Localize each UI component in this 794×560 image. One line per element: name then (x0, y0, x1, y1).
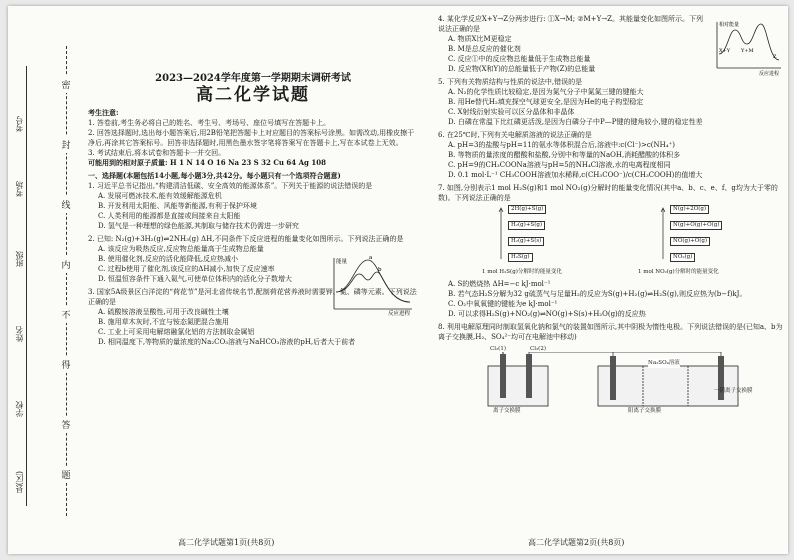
option-b: B. 若气态H₂S分解为32 g硫蒸气与足量H₂的反应为S(g)+H₂(g)⇌H₂S(g),则反应热为(b−f)kJ。 (448, 290, 747, 298)
option-a: A. 物质X比M更稳定 (448, 35, 512, 43)
seal-char: 线 (60, 196, 72, 213)
electrode (500, 354, 506, 398)
species-label: Z (773, 54, 777, 60)
apparatus-label: 离子交换膜 (493, 408, 521, 414)
energy-level: NO(g)+O(g) (670, 237, 710, 246)
field-rule (26, 66, 27, 506)
energy-level: N(g)+2O(g) (670, 205, 709, 214)
page-1 (88, 14, 418, 347)
question-4 (438, 14, 783, 74)
notice-item: 2. 回答选择题时,选出每小题答案后,用2B铅笔把答题卡上对应题目的答案标号涂黑。如需改动,用橡皮擦干净后,再涂其它答案标号。回答非选择题时,用黑色墨水签字笔将答案写在答题卡上,写在本试卷上无效。 (88, 129, 415, 147)
diagram-caption: 1 mol NO₂(g)分解时的能量变化 (638, 269, 719, 275)
question-stem: 3. 国家5A级景区白洋淀的“荷花节”是河北省传统名节,配制荷花营养液时需要钾、氮、磷等元素。下列说法正确的是 (88, 288, 417, 306)
wire (503, 352, 613, 356)
field-class: 班级 (15, 251, 24, 267)
seal-char: 得 (60, 356, 72, 373)
option-b: B. M是总反应的催化剂 (448, 45, 521, 53)
curve-b (336, 272, 410, 302)
field-exam-room: 考场 (15, 181, 24, 197)
section-heading: 一、选择题(本题包括14小题,每小题3分,共42分。每小题只有一个选项符合题意) (88, 171, 341, 180)
field-exam-number: 考号 (15, 116, 24, 132)
option-d: D. 恒温恒容条件下通入氦气,可使单位体积内的活化分子数增大 (98, 275, 293, 283)
energy-level: NO₂(g) (670, 253, 695, 262)
energy-curve (719, 24, 779, 60)
option-b: B. 用He替代H₂填充探空气球更安全,是因为He的电子构型稳定 (448, 98, 644, 106)
apparatus-label: 阳离子交换膜 (628, 408, 662, 414)
species-label: X+Y (719, 48, 731, 54)
energy-level: H₂(g)+S(g) (508, 221, 545, 230)
option-a: A. N₂的化学性质比较稳定,是因为氮气分子中氮氮三键的键能大 (448, 88, 644, 96)
energy-level: N(g)+O(g)+O(g) (670, 221, 722, 230)
option-a: A. pH=3的盐酸与pH=11的氨水等体积混合后,溶液中:c(Cl⁻)>c(NH₄⁺) (448, 141, 676, 149)
option-c: C. 人类利用的能源都是直接或间接来自太阳能 (98, 212, 241, 220)
seal-char: 封 (60, 136, 72, 153)
question-stem: 6. 在25℃时,下列有关电解质溶液的说法正确的是 (438, 131, 592, 139)
exam-paper (8, 6, 788, 554)
option-c: C. 过程b使用了催化剂,该反应的ΔH减小,加快了反应速率 (98, 265, 275, 273)
page-footer-right: 高二化学试题第2页(共8页) (528, 538, 625, 547)
option-a: A. 发展可燃冰技术,能有效缓解能源危机 (98, 192, 222, 200)
question-6 (438, 130, 783, 180)
energy-profile-chart (326, 254, 416, 316)
option-a: A. S的燃烧热 ΔH=−c kJ·mol⁻¹ (448, 280, 551, 288)
field-county: 县(区) (15, 471, 24, 494)
y-axis-label: 能量 (336, 259, 348, 265)
question-stem: 7. 如图,分别表示1 mol H₂S(g)和1 mol NO₂(g)分解时的能量变化情况(其中a、b、c、e、f、g均为大于零的数)。下列说法正确的是 (438, 184, 778, 202)
option-a: A. 该反应为吸热反应,反应物总能量高于生成物总能量 (98, 245, 264, 253)
electrolysis-apparatus (438, 344, 783, 414)
electrode (610, 356, 616, 400)
energy-level: H₂(g)+S(s) (508, 237, 544, 246)
option-d: D. 0.1 mol·L⁻¹ CH₃COOH溶液加水稀释,c(CH₃COO⁻)/c(CH₃COOH)的值增大 (448, 171, 703, 179)
field-school: 学校 (15, 401, 24, 417)
option-d: D. 白磷在常温下比红磷更活泼,是因为白磷分子中P—P键的键角较小,键的稳定性差 (448, 118, 703, 126)
electrode (526, 354, 532, 398)
curve-a (336, 260, 410, 302)
option-c: C. 反应①中的反应物总能量低于生成物总能量 (448, 55, 591, 63)
option-c: C. 工业上可采用电解熔融氯化铝的方法制取金属铝 (98, 328, 255, 336)
energy-level: 2H(g)+S(g) (508, 205, 546, 214)
apparatus-label: Cl₂(1) (490, 346, 506, 352)
reaction-energy-chart (711, 18, 783, 76)
option-d: D. 反应物(X和Y)的总能量低于产物(Z)的总能量 (448, 65, 596, 73)
species-label: Y+M (741, 48, 754, 54)
page-2 (438, 14, 783, 414)
option-d: D. 氢气是一种理想的绿色能源,其制取与储存技术仍需进一步研究 (98, 222, 300, 230)
energy-level-diagrams (438, 205, 783, 277)
wire (529, 352, 721, 356)
x-axis-label: 反应进程 (388, 311, 411, 316)
option-c: C. X射线衍射实验可以区分晶体和非晶体 (448, 108, 575, 116)
page-footer-left: 高二化学试题第1页(共8页) (178, 538, 275, 547)
notice-item: 3. 考试结束后,将本试卷和答题卡一并交回。 (88, 149, 226, 157)
apparatus-label: Cl₂(2) (530, 346, 546, 352)
energy-level: H₂S(g) (508, 253, 533, 262)
seal-char: 密 (60, 76, 72, 93)
question-stem: 8. 利用电解原理同时制取氢氧化钠和氯气的装置如图所示,其中阴极为惰性电极。下列说法错误的是(已知a、b为离子交换膜,H₂、SO₄²⁻均可在电解池中移动) (438, 323, 783, 341)
exam-main-title: 高二化学试题 (196, 85, 310, 105)
energy-arrows (658, 207, 668, 261)
question-stem: 4. 某化学反应X+Y→Z分两步进行: ①X→M; ②M+Y→Z。其能量变化如图所示。下列说法正确的是 (438, 15, 703, 33)
seal-char: 不 (60, 306, 72, 323)
seal-char: 题 (60, 466, 72, 483)
option-a: A. 硫酸铵溶液呈酸性,可用于改良碱性土壤 (98, 308, 229, 316)
apparatus-label: Na₂SO₄溶液 (648, 360, 680, 366)
question-8 (438, 322, 783, 414)
option-b: B. 等物质的量浓度的醋酸和盐酸,分别中和等量的NaOH,消耗醋酸的体积多 (448, 151, 681, 159)
binding-margin (8, 6, 80, 554)
atomic-masses: 可能用到的相对原子质量: H 1 N 14 O 16 Na 23 S 32 Cu 64 Ag 108 (88, 158, 326, 167)
option-b: B. 施用草木灰时,不宜与铵态氮肥混合施用 (98, 318, 229, 326)
curve-label: a (369, 255, 373, 261)
apparatus-drawing (478, 352, 748, 408)
notice-heading: 考生注意: (88, 108, 119, 117)
field-name: 姓名 (15, 326, 24, 342)
question-stem: 5. 下列有关物质结构与性质的说法中,错误的是 (438, 78, 583, 86)
option-b: B. 使用催化剂,反应的活化能降低,反应热减小 (98, 255, 239, 263)
question-7 (438, 183, 783, 319)
seal-line (66, 46, 67, 516)
notice-item: 1. 答卷前,考生务必将自己的姓名、考生号、考场号、座位号填写在答题卡上。 (88, 119, 331, 127)
y-axis-label: 相对能量 (719, 22, 740, 28)
question-stem: 1. 习近平总书记指出,“构建清洁低碳、安全高效的能源体系”。下列关于能源的说法错误的是 (88, 182, 373, 190)
option-c: C. pH=9的CH₃COONa溶液与pH=5的NH₄Cl溶液,水的电离程度相同 (448, 161, 671, 169)
question-1 (88, 181, 418, 231)
x-axis-label: 反应进程 (759, 71, 780, 76)
curve-label: b (378, 267, 382, 273)
exam-year-title: 2023—2024学年度第一学期期末调研考试 (155, 73, 351, 84)
option-c: C. O₂中氧氧键的键能为e kJ·mol⁻¹ (448, 300, 558, 308)
question-5 (438, 77, 783, 127)
seal-char: 答 (60, 416, 72, 433)
seal-char: 内 (60, 256, 72, 273)
option-d: D. 相同温度下,等物质的量浓度的Na₂CO₃溶液与NaHCO₃溶液的pH,后者大于前者 (98, 338, 356, 346)
option-b: B. 开发利用太阳能、风能等新能源,有利于保护环境 (98, 202, 257, 210)
energy-arrows (496, 207, 506, 261)
question-stem: 2. 已知: N₂(g)+3H₂(g)⇌2NH₃(g) ΔH,不同条件下反应进程的能量变化如图所示。下列说法正确的是 (88, 235, 404, 243)
option-d: D. 可以求得H₂S(g)+NO₂(g)⇌NO(g)+S(s)+H₂O(g)的反应热 (448, 310, 646, 318)
beaker-left (488, 366, 548, 406)
diagram-caption: 1 mol H₂S(g)分解时的能量变化 (482, 269, 562, 275)
apparatus-label: 一阴离子交换膜 (714, 388, 753, 394)
